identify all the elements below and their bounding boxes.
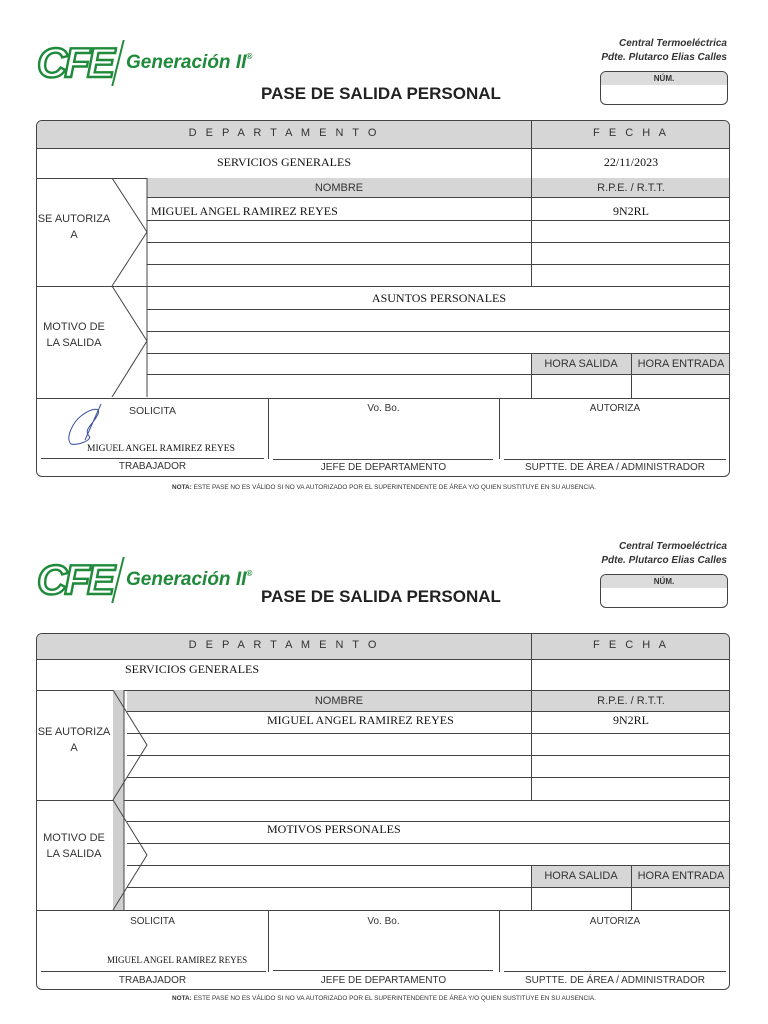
logo-divider: [111, 557, 124, 603]
logo-subtitle: Generación II®: [126, 52, 253, 73]
vobo-label: Vo. Bo.: [367, 403, 400, 414]
plant-name: Central Termoeléctrica Pdte. Plutarco Elias Calles: [601, 38, 727, 63]
nombre-value[interactable]: MIGUEL ANGEL RAMIREZ REYES: [267, 713, 454, 727]
suptte-label: SUPTTE. DE ÁREA / ADMINISTRADOR: [524, 462, 706, 473]
plant-name: Central Termoeléctrica Pdte. Plutarco Elias Calles: [601, 541, 727, 566]
departamento-value[interactable]: SERVICIOS GENERALES: [125, 662, 260, 676]
nombre-value[interactable]: MIGUEL ANGEL RAMIREZ REYES: [151, 204, 338, 218]
number-label: NÚM.: [601, 575, 727, 588]
nombre-header: NOMBRE: [314, 695, 364, 707]
fecha-value[interactable]: 22/11/2023: [603, 155, 659, 169]
logo-brand: CFE: [37, 39, 112, 86]
signature-mark: [63, 400, 113, 450]
rpe-value[interactable]: 9N2RL: [613, 713, 649, 727]
cfe-logo: [37, 557, 267, 607]
fecha-header: F E C H A: [593, 639, 669, 651]
rpe-header: R.P.E. / R.T.T.: [597, 182, 665, 194]
number-box[interactable]: [600, 71, 728, 105]
nombre-header: NOMBRE: [314, 182, 364, 194]
nota-footer: NOTA: ESTE PASE NO ES VÁLIDO SI NO VA AUTORIZADO POR EL SUPERINTENDENTE DE ÁREA Y/O QUIEN SUSTITUYE EN SU AUSENCIA.: [172, 484, 596, 491]
section-arrow-icon: [111, 690, 151, 801]
exit-pass-2: [0, 512, 768, 1024]
hora-entrada-label: HORA ENTRADA: [637, 870, 725, 882]
trabajador-name: MIGUEL ANGEL RAMIREZ REYES: [107, 955, 248, 965]
section-arrow-icon: [111, 286, 149, 398]
motivo-label: MOTIVO DE LA SALIDA: [43, 321, 105, 349]
autoriza-label: AUTORIZA: [589, 916, 641, 927]
number-box[interactable]: [600, 574, 728, 608]
trabajador-name: MIGUEL ANGEL RAMIREZ REYES: [87, 444, 235, 454]
motivo-label: MOTIVO DE LA SALIDA: [43, 832, 105, 860]
cfe-logo: [37, 40, 267, 90]
hora-salida-label: HORA SALIDA: [544, 870, 618, 882]
nota-footer: NOTA: ESTE PASE NO ES VÁLIDO SI NO VA AUTORIZADO POR EL SUPERINTENDENTE DE ÁREA Y/O QUIEN SUSTITUYE EN SU AUSENCIA.: [172, 995, 596, 1002]
departamento-header: D E P A R T A M E N T O: [188, 127, 380, 139]
logo-brand: CFE: [37, 556, 112, 603]
autoriza-label: AUTORIZA: [589, 403, 641, 414]
rpe-value[interactable]: 9N2RL: [613, 204, 649, 218]
trabajador-label: TRABAJADOR: [118, 975, 187, 986]
logo-divider: [111, 40, 124, 86]
trabajador-label: TRABAJADOR: [118, 461, 187, 472]
number-label: NÚM.: [601, 72, 727, 85]
page-title: PASE DE SALIDA PERSONAL: [261, 587, 501, 606]
pass-form: [36, 120, 730, 477]
logo-subtitle: Generación II®: [126, 569, 253, 590]
rpe-header: R.P.E. / R.T.T.: [597, 695, 665, 707]
se-autoriza-label: SE AUTORIZA A: [37, 213, 111, 241]
vobo-label: Vo. Bo.: [367, 916, 400, 927]
hora-entrada-label: HORA ENTRADA: [637, 358, 725, 370]
hora-salida-label: HORA SALIDA: [544, 358, 618, 370]
motivo-value[interactable]: ASUNTOS PERSONALES: [371, 291, 507, 305]
fecha-header: F E C H A: [593, 127, 669, 139]
departamento-value[interactable]: SERVICIOS GENERALES: [216, 155, 352, 169]
solicita-label: SOLICITA: [130, 916, 175, 927]
departamento-header: D E P A R T A M E N T O: [188, 639, 380, 651]
se-autoriza-label: SE AUTORIZA A: [37, 726, 111, 754]
solicita-label: SOLICITA: [128, 405, 177, 417]
section-arrow-icon: [111, 178, 149, 287]
motivo-value[interactable]: MOTIVOS PERSONALES: [267, 822, 401, 836]
section-arrow-icon: [111, 800, 151, 911]
jefe-label: JEFE DE DEPARTAMENTO: [320, 462, 447, 473]
suptte-label: SUPTTE. DE ÁREA / ADMINISTRADOR: [524, 975, 706, 986]
page-title: PASE DE SALIDA PERSONAL: [261, 84, 501, 103]
jefe-label: JEFE DE DEPARTAMENTO: [320, 975, 447, 986]
pass-form: [36, 633, 730, 990]
